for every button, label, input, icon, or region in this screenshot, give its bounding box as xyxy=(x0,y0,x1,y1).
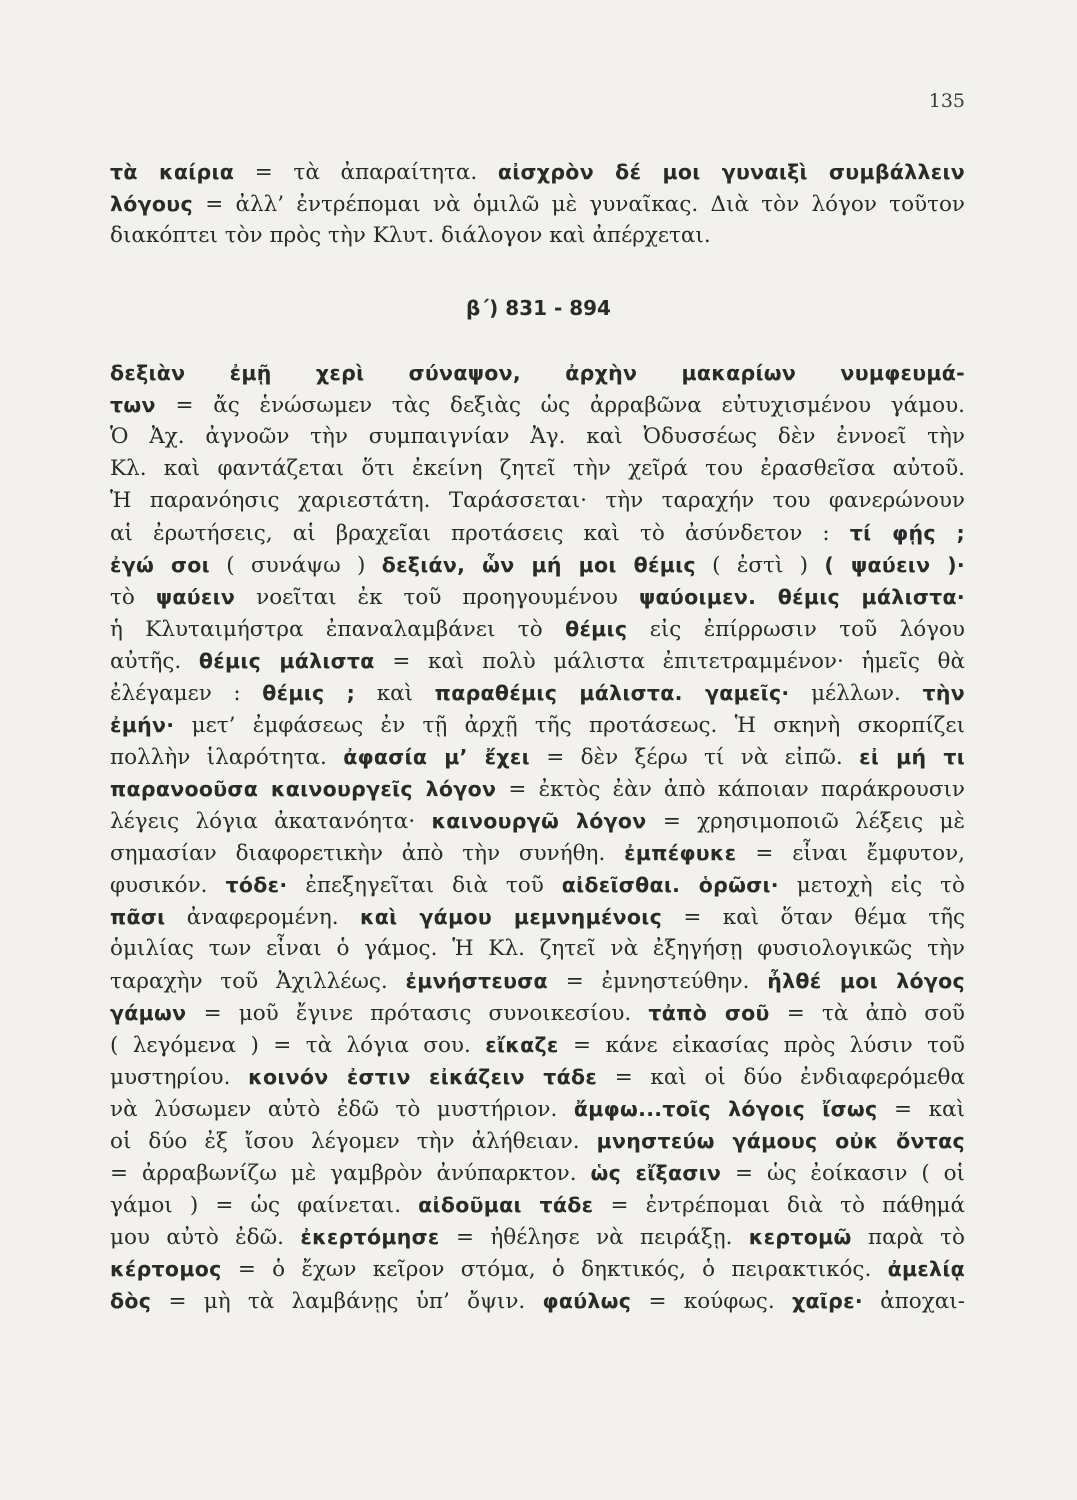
paragraph-commentary xyxy=(110,357,965,1317)
lemma-text: καὶ γάμου μεμνημένοις xyxy=(359,905,663,929)
gloss-text: = ἐντρέπομαι διὰ τὸ πάθημά xyxy=(593,1193,965,1218)
lemma-text: ἐμήν· xyxy=(110,713,175,737)
gloss-text: αἱ ἐρωτήσεις, αἱ βραχεῖαι προτάσεις καὶ τὸ ἀσύνδετον : xyxy=(110,521,850,546)
lemma-text: θέμις ; xyxy=(262,681,356,705)
text-line xyxy=(110,997,965,1029)
text-line xyxy=(110,741,965,773)
text-line xyxy=(110,517,965,549)
text-line xyxy=(110,1029,965,1061)
gloss-text: = ἐμνηστεύθην. xyxy=(547,969,768,994)
text-line xyxy=(110,933,965,965)
gloss-text: = κούφως. xyxy=(631,1289,792,1314)
gloss-text: μυστηρίου. xyxy=(110,1065,249,1090)
lemma-text: ἐμνήστευσα xyxy=(405,969,548,993)
gloss-text: γάμοι ) = ὡς φαίνεται. xyxy=(110,1193,419,1218)
gloss-text: ταραχὴν τοῦ Ἀχιλλέως. xyxy=(110,969,406,994)
gloss-text: = ὁ ἔχων κεῖρον στόμα, ὁ δηκτικός, ὁ πειρακτικός. xyxy=(221,1257,888,1282)
text-line xyxy=(110,1125,965,1157)
text-line xyxy=(110,357,965,389)
gloss-text: ἡ Κλυταιμήστρα ἐπαναλαμβάνει τὸ xyxy=(110,617,566,642)
gloss-text: = μοῦ ἔγινε πρότασις συνοικεσίου. xyxy=(186,1001,649,1026)
lemma-text: κερτομῶ xyxy=(748,1225,852,1249)
gloss-text: καὶ xyxy=(355,681,435,706)
text-line xyxy=(110,549,965,581)
gloss-text: = ὡς ἐοίκασιν ( οἱ xyxy=(721,1161,965,1186)
gloss-text: αὐτῆς. xyxy=(110,649,199,674)
gloss-text: νοεῖται ἐκ τοῦ προηγουμένου xyxy=(235,585,639,610)
gloss-text: μετοχὴ εἰς τὸ xyxy=(778,873,965,898)
lemma-text: χαῖρε· xyxy=(791,1289,863,1313)
text-line xyxy=(110,220,965,252)
gloss-text: = δὲν ξέρω τί νὰ εἰπῶ. xyxy=(529,745,860,770)
lemma-text: γάμων xyxy=(110,1001,187,1025)
gloss-text: εἰς ἐπίρρωσιν τοῦ λόγου xyxy=(627,617,965,642)
gloss-text: Ἡ παρανόησις χαριεστάτη. Ταράσσεται· τὴν ταραχήν του φανερώνουν xyxy=(110,488,965,513)
text-line xyxy=(110,453,965,485)
text-line xyxy=(110,581,965,613)
lemma-text: λόγους xyxy=(110,192,193,216)
section-heading: β΄) 831 - 894 xyxy=(466,296,611,320)
page-number: 135 xyxy=(928,90,965,112)
gloss-text: ὁμιλίας των εἶναι ὁ γάμος. Ἡ Κλ. ζητεῖ νὰ ἐξηγήσῃ φυσιολογικῶς τὴν xyxy=(110,936,965,961)
text-line xyxy=(110,869,965,901)
lemma-text: δεξιάν, ὧν μή μοι θέμις xyxy=(381,553,696,577)
lemma-text: ψαύειν xyxy=(155,585,236,609)
lemma-text: αἰσχρὸν δέ μοι γυναιξὶ συμβάλλειν xyxy=(497,160,965,184)
text-line xyxy=(110,389,965,421)
lemma-text: των xyxy=(110,393,156,417)
gloss-text: οἱ δύο ἐξ ἴσου λέγομεν τὴν ἀλήθειαν. xyxy=(110,1129,597,1154)
text-line xyxy=(110,805,965,837)
lemma-text: δεξιὰν ἐμῇ χερὶ σύναψον, ἀρχὴν μακαρίων νυμφευμά- xyxy=(110,361,965,385)
lemma-text: ἀμελίᾳ xyxy=(887,1257,965,1281)
text-line xyxy=(110,773,965,805)
gloss-text: = μὴ τὰ λαμβάνῃς ὑπ’ ὄψιν. xyxy=(151,1289,543,1314)
gloss-text: τὸ xyxy=(110,585,156,610)
lemma-text: τί φῄς ; xyxy=(849,521,965,545)
text-line xyxy=(110,1221,965,1253)
lemma-text: θέμις μάλιστα xyxy=(198,649,375,673)
gloss-text: ( λεγόμενα ) = τὰ λόγια σου. xyxy=(110,1033,486,1058)
gloss-text: Ὁ Ἀχ. ἀγνοῶν τὴν συμπαιγνίαν Ἀγ. καὶ Ὀδυσσέως δὲν ἐννοεῖ τὴν xyxy=(110,424,965,449)
lemma-text: μνηστεύω γάμους οὐκ ὄντας xyxy=(596,1129,965,1153)
text-line xyxy=(110,613,965,645)
lemma-text: ἐγώ σοι xyxy=(110,553,210,577)
text-line xyxy=(110,837,965,869)
gloss-text: μετ’ ἐμφάσεως ἐν τῇ ἀρχῇ τῆς προτάσεως. Ἡ σκηνὴ σκορπίζει xyxy=(174,713,965,738)
lemma-text: ἄμφω...τοῖς λόγοις ἴσως xyxy=(573,1097,878,1121)
lemma-text: ἀφασία μ’ ἔχει xyxy=(343,745,530,769)
lemma-text: εἴκαζε xyxy=(485,1033,559,1057)
gloss-text: = ἀλλ’ ἐντρέπομαι νὰ ὁμιλῶ μὲ γυναῖκας. Διὰ τὸν λόγον τοῦτον xyxy=(192,192,965,217)
gloss-text: = ἄς ἑνώσωμεν τὰς δεξιὰς ὡς ἀρραβῶνα εὐτυχισμένου γάμου. xyxy=(155,393,965,418)
gloss-text: νὰ λύσωμεν αὐτὸ ἐδῶ τὸ μυστήριον. xyxy=(110,1097,574,1122)
gloss-text: = ἀρραβωνίζω μὲ γαμβρὸν ἀνύπαρκτον. xyxy=(110,1161,591,1186)
text-line xyxy=(110,156,965,188)
gloss-text: = κάνε εἰκασίας πρὸς λύσιν τοῦ xyxy=(558,1033,965,1058)
lemma-text: παραθέμις μάλιστα. γαμεῖς· xyxy=(434,681,790,705)
gloss-text: μέλλων. xyxy=(789,681,923,706)
text-line xyxy=(110,1189,965,1221)
text-line xyxy=(110,188,965,220)
gloss-text: ( συνάψω ) xyxy=(209,553,382,578)
lemma-text: ( ψαύειν )· xyxy=(824,553,965,577)
gloss-text: = τὰ ἀπὸ σοῦ xyxy=(769,1001,965,1026)
lemma-text: καινουργῶ λόγον xyxy=(431,809,647,833)
lemma-text: τὴν xyxy=(922,681,965,705)
gloss-text: ( ἐστὶ ) xyxy=(695,553,825,578)
gloss-text: = καὶ ὅταν θέμα τῆς xyxy=(662,905,965,930)
text-line xyxy=(110,645,965,677)
text-line xyxy=(110,677,965,709)
gloss-text: διακόπτει τὸν πρὸς τὴν Κλυτ. διάλογον καὶ ἀπέρχεται. xyxy=(110,223,711,248)
lemma-text: ἐκερτόμησε xyxy=(300,1225,440,1249)
text-line xyxy=(110,965,965,997)
gloss-text: = καὶ xyxy=(877,1097,965,1122)
gloss-text: λέγεις λόγια ἀκατανόητα· xyxy=(110,809,432,834)
text-line xyxy=(110,901,965,933)
lemma-text: κέρτομος xyxy=(110,1257,222,1281)
paragraph-intro xyxy=(110,156,965,252)
lemma-text: εἰ μή τι xyxy=(859,745,965,769)
gloss-text: φυσικόν. xyxy=(110,873,226,898)
lemma-text: κοινόν ἐστιν εἰκάζειν τάδε xyxy=(248,1065,598,1089)
gloss-text: = τὰ ἀπαραίτητα. xyxy=(234,160,498,185)
text-line xyxy=(110,709,965,741)
gloss-text: ἀναφερομένη. xyxy=(165,905,360,930)
gloss-text: = ἠθέλησε νὰ πειράξῃ. xyxy=(439,1225,749,1250)
text-line xyxy=(110,485,965,517)
lemma-text: φαύλως xyxy=(542,1289,632,1313)
lemma-text: πᾶσι xyxy=(110,905,166,929)
gloss-text: παρὰ τὸ xyxy=(851,1225,965,1250)
gloss-text: ἐπεξηγεῖται διὰ τοῦ xyxy=(287,873,562,898)
lemma-text: ψαύοιμεν. θέμις μάλιστα· xyxy=(638,585,965,609)
text-line xyxy=(110,421,965,453)
lemma-text: ὡς εἴξασιν xyxy=(590,1161,722,1185)
text-line xyxy=(110,1285,965,1317)
text-line xyxy=(110,1253,965,1285)
lemma-text: δὸς xyxy=(110,1289,152,1313)
gloss-text: μου αὐτὸ ἐδῶ. xyxy=(110,1225,301,1250)
lemma-text: αἰδοῦμαι τάδε xyxy=(418,1193,594,1217)
text-line xyxy=(110,1061,965,1093)
gloss-text: = καὶ πολὺ μάλιστα ἐπιτετραμμένον· ἡμεῖς θὰ xyxy=(374,649,965,674)
lemma-text: τόδε· xyxy=(225,873,288,897)
lemma-text: τὰ καίρια xyxy=(110,160,235,184)
lemma-text: ἦλθέ μοι λόγος xyxy=(767,969,965,993)
gloss-text: = χρησιμοποιῶ λέξεις μὲ xyxy=(646,809,965,834)
gloss-text: ἀποχαι- xyxy=(862,1289,965,1314)
lemma-text: ἐμπέφυκε xyxy=(624,841,737,865)
lemma-text: παρανοοῦσα καινουργεῖς λόγον xyxy=(110,777,497,801)
lemma-text: θέμις xyxy=(565,617,628,641)
text-line xyxy=(110,1093,965,1125)
lemma-text: αἰδεῖσθαι. ὁρῶσι· xyxy=(561,873,779,897)
gloss-text: πολλὴν ἱλαρότητα. xyxy=(110,745,344,770)
gloss-text: Κλ. καὶ φαντάζεται ὅτι ἐκείνη ζητεῖ τὴν χεῖρά του ἐρασθεῖσα αὐτοῦ. xyxy=(110,456,965,481)
gloss-text: = εἶναι ἔμφυτον, xyxy=(736,841,965,866)
gloss-text: = ἐκτὸς ἐὰν ἀπὸ κάποιαν παράκρουσιν xyxy=(496,777,965,802)
gloss-text: = καὶ οἱ δύο ἐνδιαφερόμεθα xyxy=(597,1065,965,1090)
gloss-text: σημασίαν διαφορετικὴν ἀπὸ τὴν συνήθη. xyxy=(110,841,625,866)
gloss-text: ἐλέγαμεν : xyxy=(110,681,263,706)
text-line xyxy=(110,1157,965,1189)
lemma-text: τἀπὸ σοῦ xyxy=(648,1001,770,1025)
